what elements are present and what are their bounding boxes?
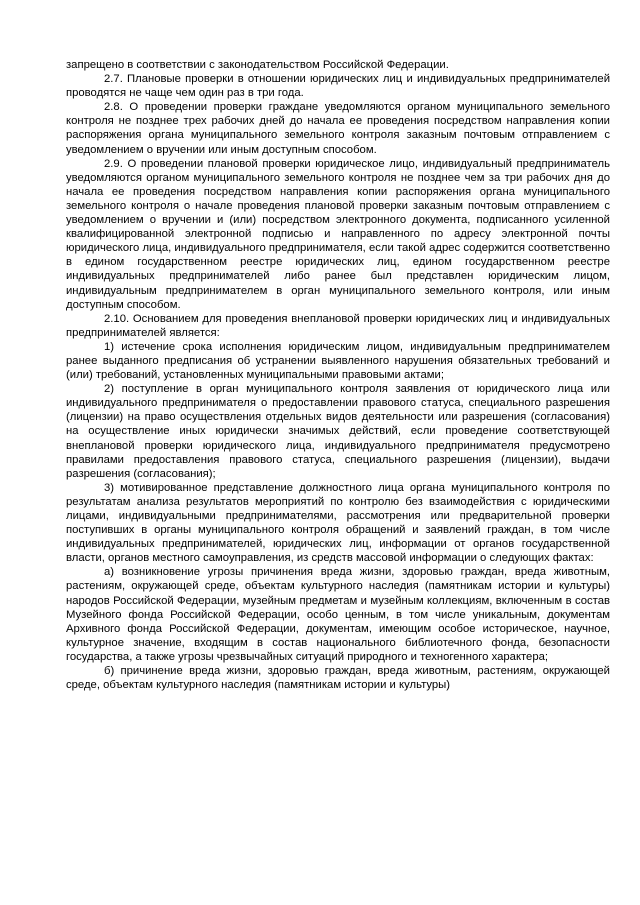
paragraph-2-8: 2.8. О проведении проверки граждане уведомляются органом муниципального земельного контроля не позднее трех рабочих дней до начала ее проведения посредством направления копии распоряжения органа муниципального земельного контроля заказным почтовым отправлением с уведомлением о вручении или иным доступным способом. bbox=[66, 101, 610, 156]
paragraph-2-9: 2.9. О проведении плановой проверки юридическое лицо, индивидуальный предприниматель уведомляются органом муниципального земельного контроля не позднее чем за три рабочих дня до начала ее проведения посредством направления копии распоряжения органа муниципального земельного контроля о начале проведения плановой проверки заказным почтовым отправлением с уведомлением о вручении и (или) посредством электронного документа, подписанного усиленной квалифицированной электронной подписью и направленного по адресу электронной почты юридического лица, индивидуального предпринимателя, если такой адрес содержится соответственно в едином государственном реестре юридических лиц, едином государственном реестре индивидуальных предпринимателей либо ранее был представлен юридическим лицом, индивидуальным предпринимателем в орган муниципального земельного контроля, или иным доступным способом. bbox=[66, 157, 610, 311]
list-subitem-a: а) возникновение угрозы причинения вреда жизни, здоровью граждан, вреда животным, растениям, окружающей среде, объектам культурного наследия (памятникам истории и культуры) народов Российской Федерации, музейным предметам и музейным коллекциям, включенным в состав Музейного фонда Российской Федерации, особо ценным, в том числе уникальным, документам Архивного фонда Российской Федерации, документам, имеющим особое историческое, научное, культурное значение, входящим в состав национального библиотечного фонда, безопасности государства, а также угрозы чрезвычайных ситуаций природного и техногенного характера; bbox=[66, 566, 610, 663]
list-item-3: 3) мотивированное представление должностного лица органа муниципального контроля по результатам анализа результатов мероприятий по контролю без взаимодействия с юридическими лицами, индивидуальными предпринимателями, рассмотрения или предварительной проверки поступивших в органы муниципального контроля обращений и заявлений граждан, в том числе индивидуальных предпринимателей, юридических лиц, информации от органов государственной власти, органов местного самоуправления, из средств массовой информации о следующих фактах: bbox=[66, 481, 610, 565]
list-item-2: 2) поступление в орган муниципального контроля заявления от юридического лица или индивидуального предпринимателя о предоставлении правового статуса, специального разрешения (лицензии) на право осуществления отдельных видов деятельности или разрешения (согласования) на осуществление иных юридически значимых действий, если проведение соответствующей внеплановой проверки юридического лица, индивидуального предпринимателя предусмотрено правилами предоставления правового статуса, специального разрешения (лицензии), выдачи разрешения (согласования); bbox=[66, 383, 610, 480]
paragraph-continuation: запрещено в соответствии с законодательством Российской Федерации. bbox=[66, 59, 449, 71]
paragraph-2-7: 2.7. Плановые проверки в отношении юридических лиц и индивидуальных предпринимателей проводятся не чаще чем один раз в три года. bbox=[66, 73, 610, 100]
list-item-1: 1) истечение срока исполнения юридическим лицом, индивидуальным предпринимателем ранее выданного предписания об устранении выявленного нарушения обязательных требований и (или) требований, установленных муниципальными правовыми актами; bbox=[66, 340, 610, 382]
document-page bbox=[66, 58, 610, 692]
list-subitem-b: б) причинение вреда жизни, здоровью граждан, вреда животным, растениям, окружающей среде, объектам культурного наследия (памятникам истории и культуры) bbox=[66, 665, 610, 692]
paragraph-2-10: 2.10. Основанием для проведения внеплановой проверки юридических лиц и индивидуальных предпринимателей является: bbox=[66, 312, 610, 339]
